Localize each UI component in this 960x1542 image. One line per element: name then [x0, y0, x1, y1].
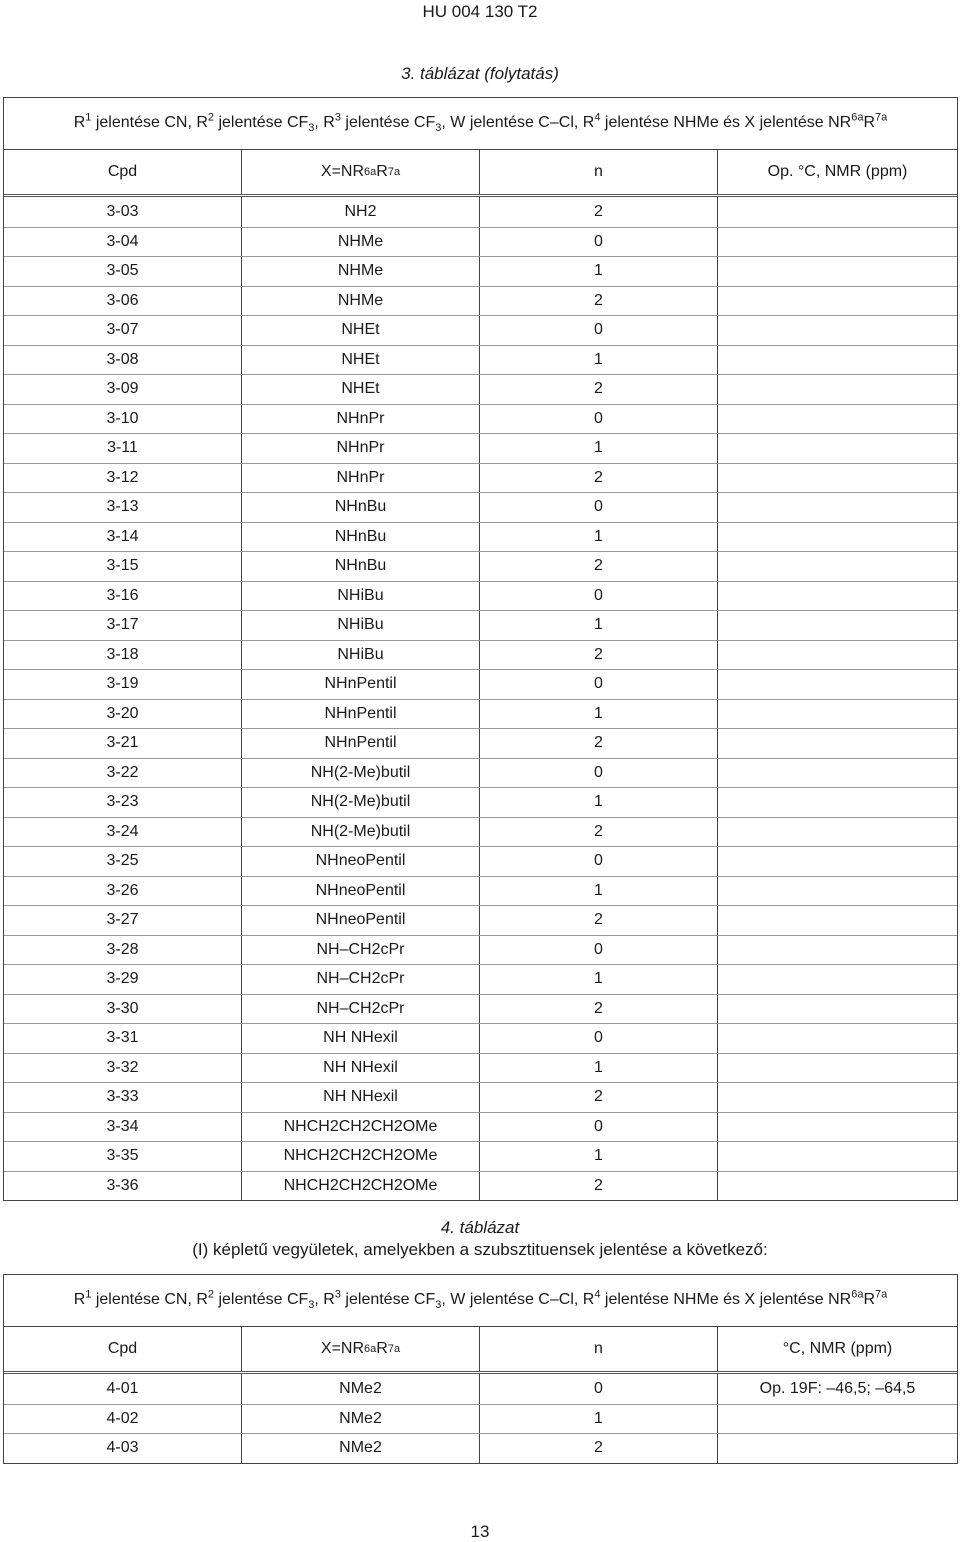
cell-x: NH NHexil — [242, 1054, 480, 1083]
table4 — [3, 1274, 958, 1464]
cell-n: 2 — [480, 729, 718, 758]
cell-n: 1 — [480, 257, 718, 286]
cell-n: 1 — [480, 788, 718, 817]
cell-cpd: 4-03 — [4, 1434, 242, 1463]
cell-cpd: 3-23 — [4, 788, 242, 817]
table-row — [4, 404, 957, 434]
table3-condition: $R^1$ jelentése CN, $R^2$ jelentése $CF_3$, $R^3$ jelentése $CF_3$, W jelentése C–Cl, $R^4$ jelentése NHMe és X jelentése $NR^{6a}R^{7a}$ — [4, 98, 957, 150]
cell-x: NH–CH2cPr — [242, 965, 480, 994]
cell-x: NHCH2CH2CH2OMe — [242, 1142, 480, 1171]
cell-mp — [718, 818, 957, 847]
cell-n: 1 — [480, 434, 718, 463]
cell-x: NHEt — [242, 316, 480, 345]
cell-mp — [718, 729, 957, 758]
cell-x: NHnPr — [242, 464, 480, 493]
cell-mp — [718, 1405, 957, 1434]
cell-n: 2 — [480, 464, 718, 493]
cell-n: 1 — [480, 1054, 718, 1083]
header-n: n — [480, 1327, 718, 1371]
cell-cpd: 3-33 — [4, 1083, 242, 1112]
cell-mp — [718, 877, 957, 906]
table-row — [4, 758, 957, 788]
cell-cpd: 3-19 — [4, 670, 242, 699]
cell-x: NHCH2CH2CH2OMe — [242, 1172, 480, 1201]
cell-cpd: 3-14 — [4, 523, 242, 552]
table-row — [4, 699, 957, 729]
cell-x: NHiBu — [242, 641, 480, 670]
table3-caption-text: 3. táblázat (folytatás) — [401, 64, 559, 83]
cell-n: 0 — [480, 1113, 718, 1142]
cell-n: 2 — [480, 906, 718, 935]
table-row — [4, 256, 957, 286]
cell-x: NHnBu — [242, 493, 480, 522]
cell-n: 2 — [480, 375, 718, 404]
cell-n: 2 — [480, 197, 718, 227]
table-row — [4, 551, 957, 581]
table-row — [4, 935, 957, 965]
cell-mp — [718, 197, 957, 227]
table-row — [4, 1404, 957, 1434]
cell-x: NHnPr — [242, 405, 480, 434]
header-x: X=NR 6a R 7a — [242, 150, 480, 194]
cell-cpd: 3-05 — [4, 257, 242, 286]
header-n: n — [480, 150, 718, 194]
cell-x: NH–CH2cPr — [242, 936, 480, 965]
table3-header-row — [4, 150, 957, 197]
cell-x: NHnBu — [242, 552, 480, 581]
cell-n: 0 — [480, 759, 718, 788]
table3-caption — [0, 64, 960, 84]
cell-x: NHMe — [242, 257, 480, 286]
cell-x: NH(2-Me)butil — [242, 759, 480, 788]
cell-n: 1 — [480, 523, 718, 552]
cell-x: NH NHexil — [242, 1083, 480, 1112]
cell-n: 0 — [480, 228, 718, 257]
cell-mp — [718, 1172, 957, 1201]
cell-cpd: 3-31 — [4, 1024, 242, 1053]
cell-cpd: 3-07 — [4, 316, 242, 345]
cell-x: NMe2 — [242, 1405, 480, 1434]
cell-x: NHneoPentil — [242, 906, 480, 935]
table-row — [4, 581, 957, 611]
cell-n: 1 — [480, 346, 718, 375]
table-row — [4, 227, 957, 257]
table-row — [4, 1023, 957, 1053]
cell-mp — [718, 641, 957, 670]
cell-x: NMe2 — [242, 1434, 480, 1463]
cell-n: 1 — [480, 877, 718, 906]
cell-n: 0 — [480, 582, 718, 611]
cell-mp — [718, 1024, 957, 1053]
table4-caption-description: (I) képletű vegyületek, amelyekben a szubsztituensek jelentése a következő: — [192, 1240, 768, 1259]
table-row — [4, 1433, 957, 1463]
cell-n: 2 — [480, 641, 718, 670]
cell-n: 2 — [480, 1434, 718, 1463]
cell-mp — [718, 346, 957, 375]
cell-x: NH NHexil — [242, 1024, 480, 1053]
cell-cpd: 3-34 — [4, 1113, 242, 1142]
cell-mp — [718, 552, 957, 581]
cell-cpd: 3-32 — [4, 1054, 242, 1083]
cell-cpd: 3-16 — [4, 582, 242, 611]
cell-n: 0 — [480, 316, 718, 345]
table4-header-row — [4, 1327, 957, 1374]
cell-n: 0 — [480, 1374, 718, 1404]
cell-mp — [718, 405, 957, 434]
table4-caption-number: 4. táblázat — [440, 1218, 520, 1237]
cell-mp — [718, 906, 957, 935]
table4-caption — [0, 1218, 960, 1260]
cell-n: 2 — [480, 1172, 718, 1201]
cell-n: 2 — [480, 287, 718, 316]
cell-mp — [718, 1434, 957, 1463]
cell-x: NH2 — [242, 197, 480, 227]
cell-n: 1 — [480, 611, 718, 640]
table-row — [4, 817, 957, 847]
table-row — [4, 1171, 957, 1201]
cell-x: NMe2 — [242, 1374, 480, 1404]
page-number: 13 — [470, 1522, 490, 1541]
cell-x: NHneoPentil — [242, 877, 480, 906]
table3-body — [4, 197, 957, 1200]
cell-x: NHMe — [242, 228, 480, 257]
table-row — [4, 1053, 957, 1083]
cell-n: 0 — [480, 670, 718, 699]
cell-x: NHEt — [242, 375, 480, 404]
document-id: HU 004 130 T2 — [422, 2, 538, 21]
cell-cpd: 3-24 — [4, 818, 242, 847]
cell-cpd: 3-29 — [4, 965, 242, 994]
table-row — [4, 905, 957, 935]
header-mp: Op. °C, NMR (ppm) — [767, 163, 908, 180]
cell-n: 2 — [480, 995, 718, 1024]
cell-mp — [718, 1142, 957, 1171]
table3 — [3, 97, 958, 1201]
cell-n: 2 — [480, 552, 718, 581]
table-row — [4, 728, 957, 758]
table-row — [4, 374, 957, 404]
cell-cpd: 3-09 — [4, 375, 242, 404]
cell-n: 1 — [480, 965, 718, 994]
cell-cpd: 3-08 — [4, 346, 242, 375]
cell-mp — [718, 523, 957, 552]
cell-cpd: 3-22 — [4, 759, 242, 788]
cell-n: 1 — [480, 1142, 718, 1171]
table-row — [4, 197, 957, 227]
cell-mp — [718, 228, 957, 257]
cell-cpd: 3-17 — [4, 611, 242, 640]
cell-mp — [718, 1113, 957, 1142]
cell-x: NHCH2CH2CH2OMe — [242, 1113, 480, 1142]
table-row — [4, 463, 957, 493]
cell-cpd: 3-15 — [4, 552, 242, 581]
cell-x: NHnBu — [242, 523, 480, 552]
cell-mp — [718, 936, 957, 965]
cell-mp — [718, 670, 957, 699]
cell-mp — [718, 493, 957, 522]
cell-x: NH(2-Me)butil — [242, 818, 480, 847]
cell-cpd: 3-30 — [4, 995, 242, 1024]
table-row — [4, 994, 957, 1024]
header-cpd: Cpd — [4, 150, 242, 194]
cell-x: NHnPentil — [242, 670, 480, 699]
table-row — [4, 286, 957, 316]
table-row — [4, 315, 957, 345]
cell-x: NHnPr — [242, 434, 480, 463]
table-row — [4, 787, 957, 817]
cell-mp — [718, 788, 957, 817]
table-row — [4, 964, 957, 994]
cell-cpd: 3-06 — [4, 287, 242, 316]
cell-mp — [718, 375, 957, 404]
cell-n: 0 — [480, 936, 718, 965]
cell-x: NHneoPentil — [242, 847, 480, 876]
table-row — [4, 1082, 957, 1112]
cell-n: 1 — [480, 1405, 718, 1434]
table-row — [4, 345, 957, 375]
table4-body — [4, 1374, 957, 1463]
cell-cpd: 3-25 — [4, 847, 242, 876]
cell-x: NH(2-Me)butil — [242, 788, 480, 817]
cell-cpd: 3-21 — [4, 729, 242, 758]
cell-mp — [718, 287, 957, 316]
cell-cpd: 3-10 — [4, 405, 242, 434]
cell-cpd: 3-18 — [4, 641, 242, 670]
cell-mp — [718, 257, 957, 286]
table-row — [4, 610, 957, 640]
table-row — [4, 876, 957, 906]
cell-n: 2 — [480, 1083, 718, 1112]
cell-mp: Op. 19F: –46,5; –64,5 — [759, 1379, 916, 1397]
cell-x: NH–CH2cPr — [242, 995, 480, 1024]
cell-cpd: 3-27 — [4, 906, 242, 935]
cell-x: NHiBu — [242, 582, 480, 611]
cell-mp — [718, 1054, 957, 1083]
cell-cpd: 3-28 — [4, 936, 242, 965]
table-row — [4, 522, 957, 552]
cell-cpd: 3-12 — [4, 464, 242, 493]
cell-x: NHiBu — [242, 611, 480, 640]
cell-mp — [718, 995, 957, 1024]
cell-x: NHnPentil — [242, 729, 480, 758]
cell-mp — [718, 582, 957, 611]
cell-n: 0 — [480, 405, 718, 434]
cell-mp — [718, 434, 957, 463]
cell-cpd: 4-01 — [4, 1374, 242, 1404]
table-row — [4, 640, 957, 670]
cell-x: NHEt — [242, 346, 480, 375]
cell-mp — [718, 611, 957, 640]
cell-x: NHnPentil — [242, 700, 480, 729]
cell-cpd: 3-04 — [4, 228, 242, 257]
cell-cpd: 3-20 — [4, 700, 242, 729]
cell-cpd: 3-11 — [4, 434, 242, 463]
cell-mp — [718, 464, 957, 493]
cell-mp — [718, 316, 957, 345]
cell-mp — [718, 700, 957, 729]
cell-n: 2 — [480, 818, 718, 847]
table-row — [4, 1112, 957, 1142]
cell-mp — [718, 1083, 957, 1112]
table-row — [4, 1141, 957, 1171]
cell-cpd: 4-02 — [4, 1405, 242, 1434]
table-row — [4, 846, 957, 876]
cell-n: 0 — [480, 1024, 718, 1053]
cell-cpd: 3-36 — [4, 1172, 242, 1201]
cell-mp — [718, 847, 957, 876]
cell-cpd: 3-35 — [4, 1142, 242, 1171]
cell-cpd: 3-26 — [4, 877, 242, 906]
cell-cpd: 3-13 — [4, 493, 242, 522]
header-cpd: Cpd — [4, 1327, 242, 1371]
cell-cpd: 3-03 — [4, 197, 242, 227]
table-row — [4, 1374, 957, 1404]
table-row — [4, 433, 957, 463]
table-row — [4, 492, 957, 522]
cell-n: 0 — [480, 493, 718, 522]
table-row — [4, 669, 957, 699]
header-x: X=NR 6a R 7a — [242, 1327, 480, 1371]
cell-x: NHMe — [242, 287, 480, 316]
cell-n: 0 — [480, 847, 718, 876]
cell-mp — [718, 965, 957, 994]
table4-condition: $R^1$ jelentése CN, $R^2$ jelentése $CF_3$, $R^3$ jelentése $CF_3$, W jelentése C–Cl, $R^4$ jelentése NHMe és X jelentése $NR^{6a}R^{7a}$ — [4, 1275, 957, 1327]
cell-n: 1 — [480, 700, 718, 729]
header-mp: °C, NMR (ppm) — [782, 1340, 893, 1357]
cell-mp — [718, 759, 957, 788]
